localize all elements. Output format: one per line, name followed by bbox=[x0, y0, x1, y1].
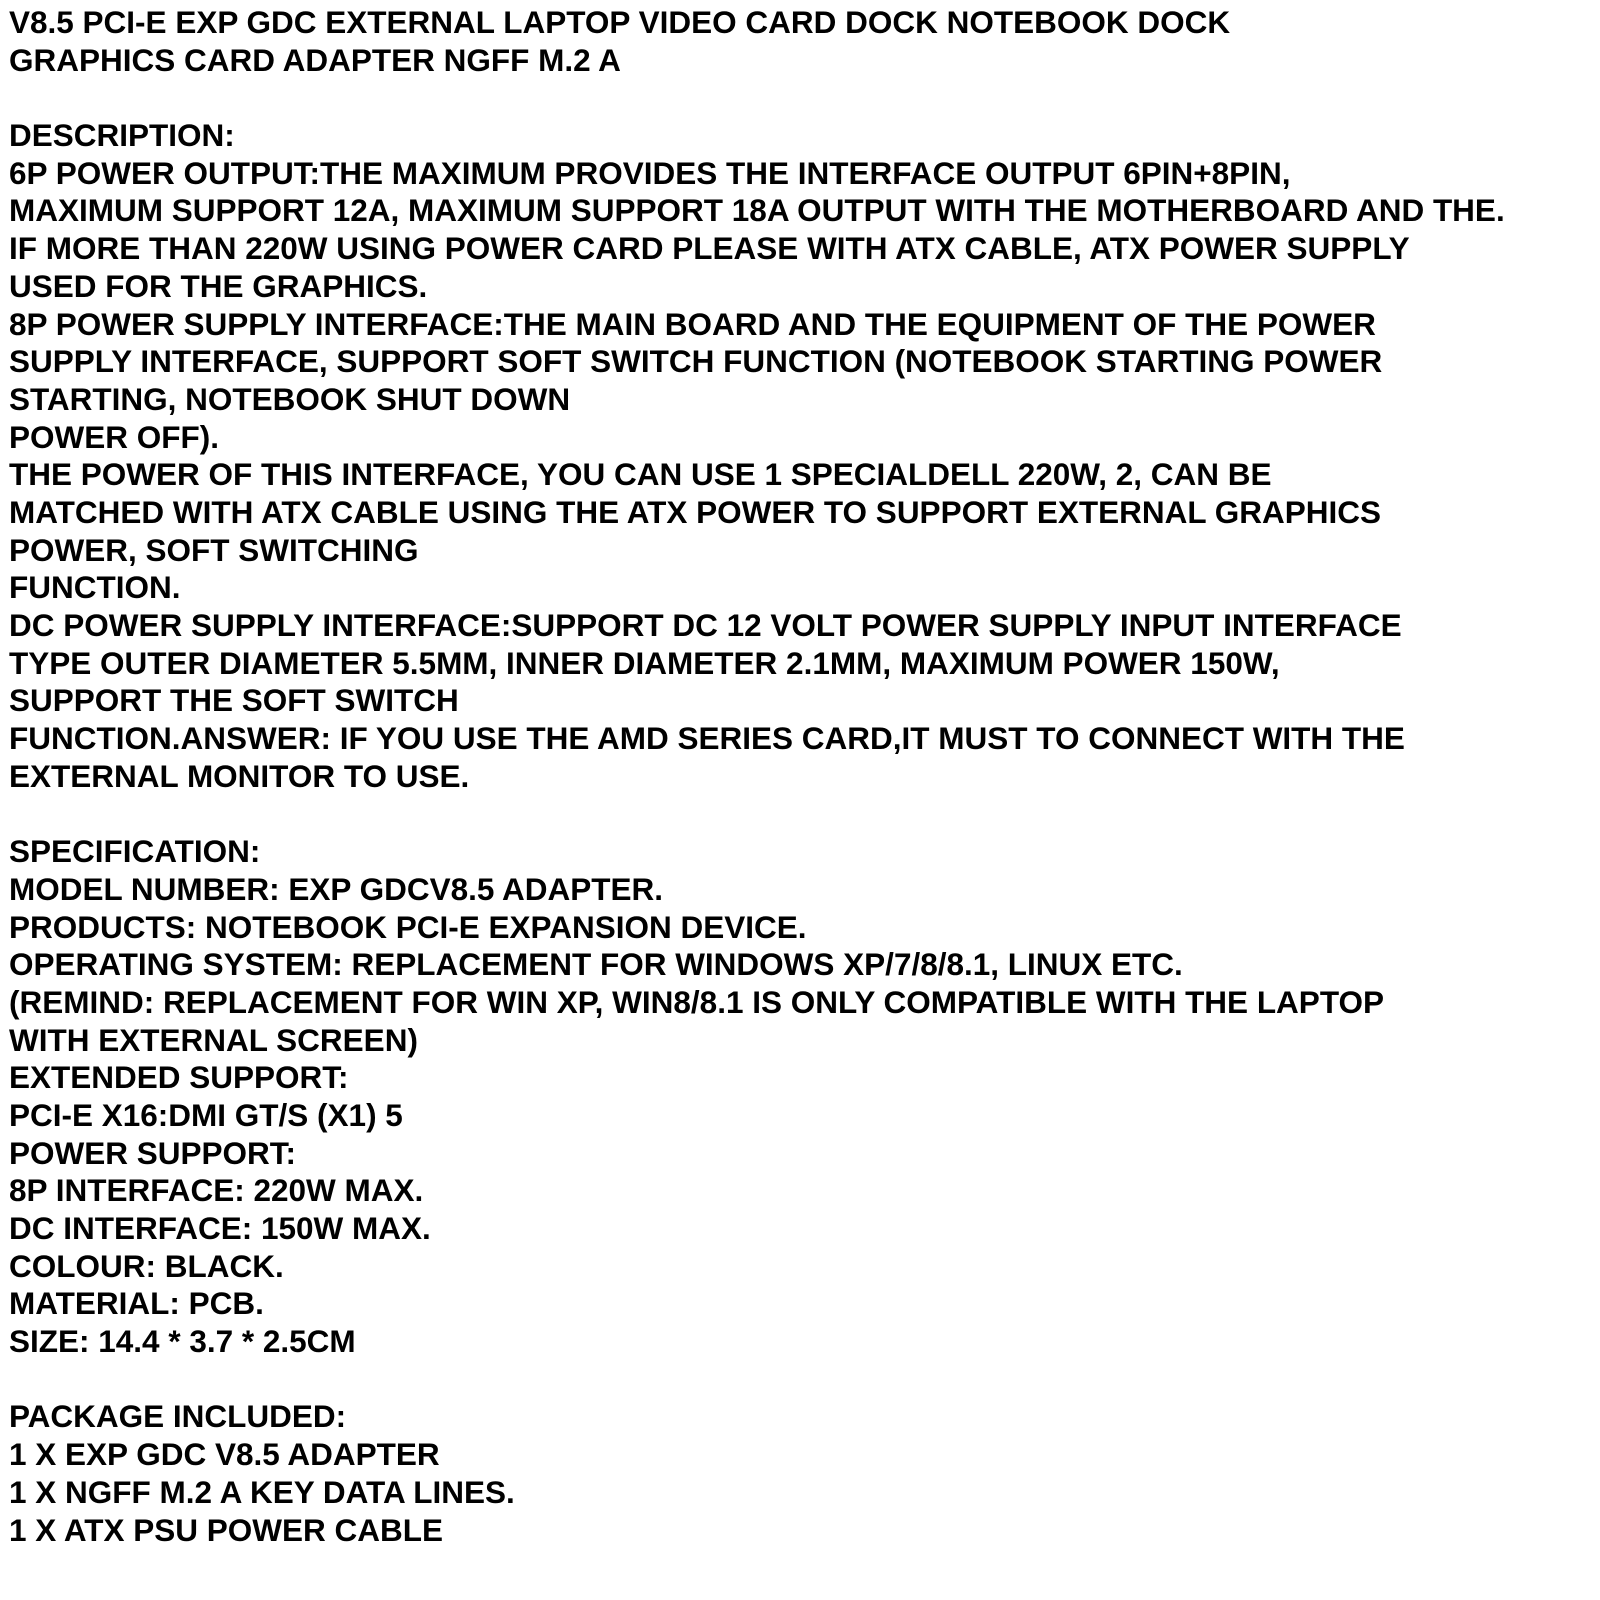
spacer bbox=[9, 1361, 1594, 1399]
spacer bbox=[9, 795, 1594, 833]
title-line: V8.5 PCI-E EXP GDC EXTERNAL LAPTOP VIDEO CARD DOCK NOTEBOOK DOCK bbox=[9, 4, 1231, 40]
package-section bbox=[9, 1398, 1594, 1549]
package-heading: PACKAGE INCLUDED: bbox=[9, 1398, 347, 1435]
description-line: EXTERNAL MONITOR TO USE. bbox=[9, 757, 470, 794]
specification-section bbox=[9, 833, 1594, 1361]
description-line: 6P POWER OUTPUT:THE MAXIMUM PROVIDES THE INTERFACE OUTPUT 6PIN+8PIN, bbox=[9, 154, 1291, 191]
description-line: 8P POWER SUPPLY INTERFACE:THE MAIN BOARD AND THE EQUIPMENT OF THE POWER bbox=[9, 305, 1376, 342]
specification-line: 8P INTERFACE: 220W MAX. bbox=[9, 1172, 424, 1209]
specification-line: PCI-E X16:DMI GT/S (X1) 5 bbox=[9, 1096, 403, 1133]
description-line: USED FOR THE GRAPHICS. bbox=[9, 267, 428, 304]
description-line: STARTING, NOTEBOOK SHUT DOWN bbox=[9, 380, 571, 417]
product-description-document bbox=[9, 4, 1594, 1549]
specification-line: OPERATING SYSTEM: REPLACEMENT FOR WINDOWS XP/7/8/8.1, LINUX ETC. bbox=[9, 946, 1183, 983]
specification-line: MODEL NUMBER: EXP GDCV8.5 ADAPTER. bbox=[9, 870, 664, 907]
description-line: POWER, SOFT SWITCHING bbox=[9, 531, 419, 568]
description-line: SUPPLY INTERFACE, SUPPORT SOFT SWITCH FUNCTION (NOTEBOOK STARTING POWER bbox=[9, 343, 1383, 380]
package-item: 1 X ATX PSU POWER CABLE bbox=[9, 1511, 444, 1548]
package-item: 1 X NGFF M.2 A KEY DATA LINES. bbox=[9, 1473, 515, 1510]
package-item: 1 X EXP GDC V8.5 ADAPTER bbox=[9, 1436, 440, 1473]
specification-line: SIZE: 14.4 * 3.7 * 2.5CM bbox=[9, 1323, 356, 1360]
specification-line: COLOUR: BLACK. bbox=[9, 1247, 284, 1284]
specification-line: (REMIND: REPLACEMENT FOR WIN XP, WIN8/8.1 IS ONLY COMPATIBLE WITH THE LAPTOP bbox=[9, 983, 1385, 1020]
description-line: POWER OFF). bbox=[9, 418, 219, 455]
description-line: THE POWER OF THIS INTERFACE, YOU CAN USE 1 SPECIALDELL 220W, 2, CAN BE bbox=[9, 456, 1272, 493]
description-line: FUNCTION.ANSWER: IF YOU USE THE AMD SERIES CARD,IT MUST TO CONNECT WITH THE bbox=[9, 720, 1405, 757]
title-line: GRAPHICS CARD ADAPTER NGFF M.2 A bbox=[9, 41, 621, 78]
description-line: MATCHED WITH ATX CABLE USING THE ATX POWER TO SUPPORT EXTERNAL GRAPHICS bbox=[9, 493, 1382, 530]
description-line: MAXIMUM SUPPORT 12A, MAXIMUM SUPPORT 18A OUTPUT WITH THE MOTHERBOARD AND THE. bbox=[9, 192, 1505, 229]
description-line: IF MORE THAN 220W USING POWER CARD PLEASE WITH ATX CABLE, ATX POWER SUPPLY bbox=[9, 230, 1410, 267]
description-line: DC POWER SUPPLY INTERFACE:SUPPORT DC 12 VOLT POWER SUPPLY INPUT INTERFACE bbox=[9, 607, 1402, 643]
specification-line: WITH EXTERNAL SCREEN) bbox=[9, 1021, 418, 1058]
specification-line: MATERIAL: PCB. bbox=[9, 1285, 264, 1322]
specification-line: POWER SUPPORT: bbox=[9, 1134, 297, 1171]
specification-line: EXTENDED SUPPORT: bbox=[9, 1059, 349, 1096]
product-title bbox=[9, 4, 1594, 79]
description-line: SUPPORT THE SOFT SWITCH bbox=[9, 682, 459, 719]
description-heading: DESCRIPTION: bbox=[9, 117, 235, 154]
specification-heading: SPECIFICATION: bbox=[9, 833, 261, 870]
specification-line: DC INTERFACE: 150W MAX. bbox=[9, 1210, 431, 1246]
spacer bbox=[9, 79, 1594, 117]
description-line: TYPE OUTER DIAMETER 5.5MM, INNER DIAMETER 2.1MM, MAXIMUM POWER 150W, bbox=[9, 644, 1280, 681]
description-section bbox=[9, 117, 1594, 795]
description-line: FUNCTION. bbox=[9, 569, 181, 606]
specification-line: PRODUCTS: NOTEBOOK PCI-E EXPANSION DEVICE. bbox=[9, 908, 807, 945]
